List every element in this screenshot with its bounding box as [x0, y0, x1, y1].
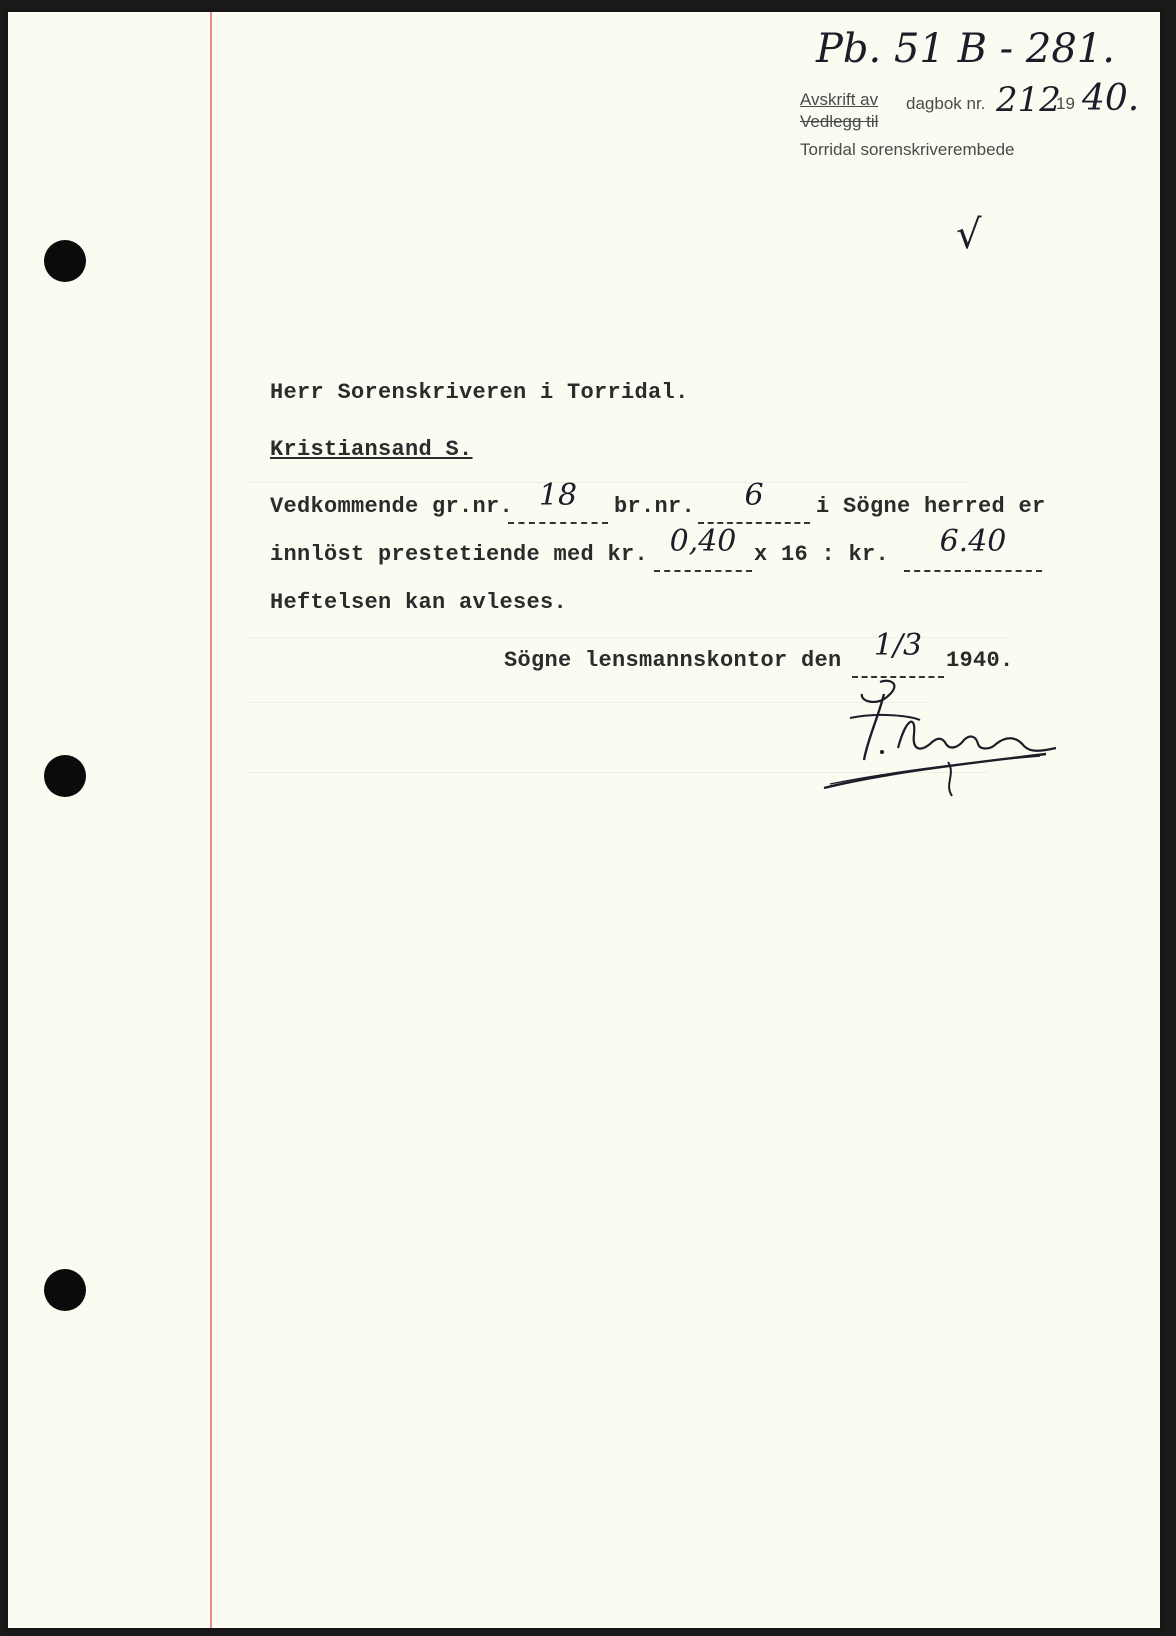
total-underline: [904, 570, 1042, 572]
red-margin-line: [210, 12, 212, 1628]
line2-mid: x 16 : kr.: [754, 542, 890, 567]
gr-nr-underline: [508, 522, 608, 524]
reference-note: Pb. 51 B - 281.: [816, 26, 1115, 72]
punch-hole: [44, 755, 86, 797]
punch-hole: [44, 240, 86, 282]
office-name: Torridal sorenskriverembede: [800, 140, 1015, 159]
punch-hole: [44, 1269, 86, 1311]
check-mark: √: [956, 212, 982, 258]
dagbok-number: 212: [996, 80, 1061, 120]
line2-start: innlöst prestetiende med kr.: [270, 542, 649, 567]
kr-amount: 0,40: [669, 524, 737, 559]
gr-nr-value: 18: [538, 478, 578, 513]
line1-mid: br.nr.: [614, 494, 696, 519]
addressee: Herr Sorenskriveren i Torridal.: [270, 380, 689, 405]
year-prefix: 19: [1056, 94, 1075, 113]
city: Kristiansand S.: [270, 437, 473, 462]
place-date-prefix: Sögne lensmannskontor den: [504, 648, 842, 673]
document-page: [8, 12, 1160, 1628]
line1-end: i Sögne herred er: [816, 494, 1046, 519]
kr-underline: [654, 570, 752, 572]
date-handwritten: 1/3: [873, 628, 923, 663]
line3: Heftelsen kan avleses.: [270, 590, 568, 615]
bleed-through: [248, 482, 968, 483]
br-nr-value: 6: [744, 478, 764, 513]
signature: [820, 678, 1076, 800]
vedlegg-label: Vedlegg til: [800, 112, 879, 131]
avskrift-label: Avskrift av: [800, 90, 879, 109]
total-amount: 6.40: [939, 524, 1007, 559]
year-suffix: 40.: [1082, 78, 1140, 119]
line1-start: Vedkommende gr.nr.: [270, 494, 514, 519]
date-year: 1940.: [946, 648, 1014, 673]
dagbok-label: dagbok nr.: [906, 94, 986, 113]
